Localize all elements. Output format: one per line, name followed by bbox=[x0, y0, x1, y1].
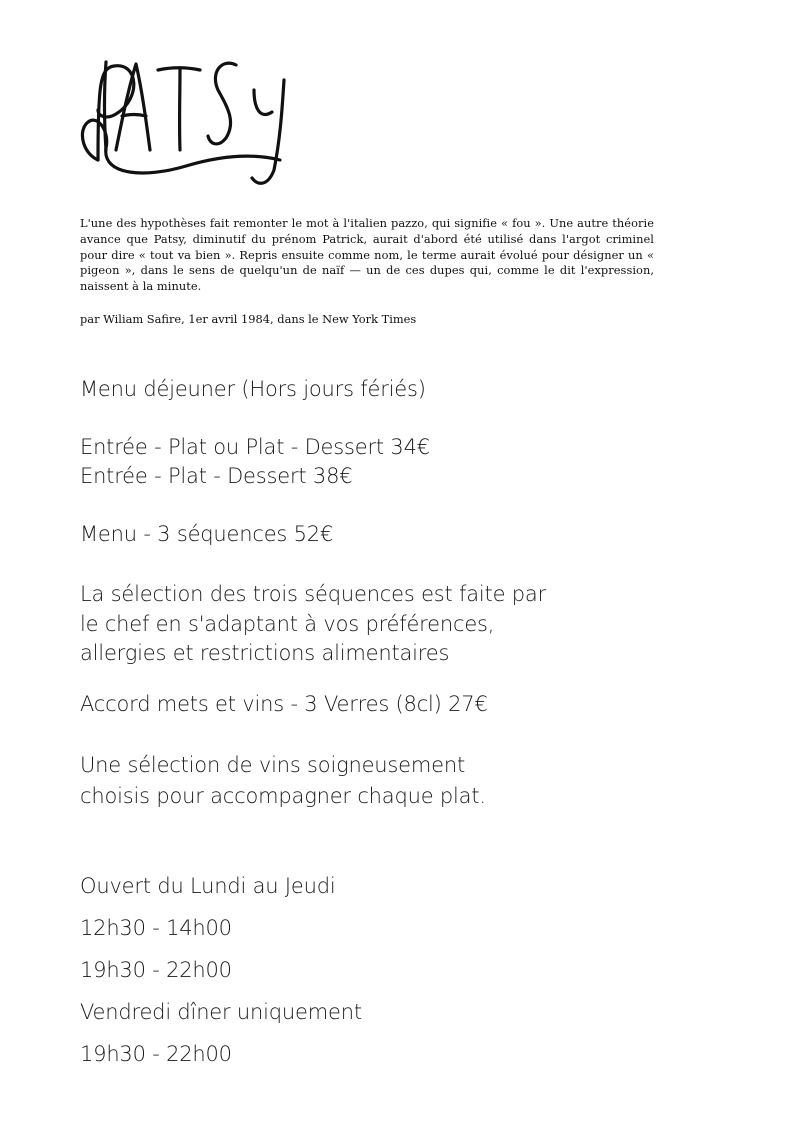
menu-description-line: La sélection des trois séquences est faite par bbox=[80, 582, 547, 606]
menu-description-line: allergies et restrictions alimentaires bbox=[80, 641, 450, 665]
pairing-description-line: choisis pour accompagner chaque plat. bbox=[80, 784, 486, 808]
hours-friday: Vendredi dîner uniquement bbox=[80, 1000, 362, 1024]
menu-heading: Menu déjeuner (Hors jours fériés) bbox=[80, 377, 426, 401]
pairing-description bbox=[80, 750, 486, 812]
menu-formula-1: Entrée - Plat ou Plat - Dessert 34€ bbox=[80, 435, 430, 459]
menu-sequences: Menu - 3 séquences 52€ bbox=[80, 522, 334, 546]
pairing-description-line: Une sélection de vins soigneusement bbox=[80, 753, 465, 777]
intro-credit: par Wiliam Safire, 1er avril 1984, dans le New York Times bbox=[80, 312, 417, 326]
menu-pairing: Accord mets et vins - 3 Verres (8cl) 27€ bbox=[80, 692, 488, 716]
menu-description-line: le chef en s'adaptant à vos préférences, bbox=[80, 611, 495, 636]
patsy-logo bbox=[76, 50, 296, 190]
hours-friday-dinner: 19h30 - 22h00 bbox=[80, 1042, 232, 1066]
hours-dinner: 19h30 - 22h00 bbox=[80, 958, 232, 982]
hours-days: Ouvert du Lundi au Jeudi bbox=[80, 874, 336, 898]
logo-text: PATSY bbox=[76, 50, 79, 51]
menu-formula-2: Entrée - Plat - Dessert 38€ bbox=[80, 464, 353, 488]
menu-description bbox=[80, 580, 546, 669]
hours-lunch: 12h30 - 14h00 bbox=[80, 916, 232, 940]
intro-paragraph: L'une des hypothèses fait remonter le mot à l'italien pazzo, qui signifie « fou ». Une autre théorie avance que Patsy, diminutif du prénom Patrick, aurait d'abord été utilisé dans l'argot criminel pour dire « tout va bien ». Repris ensuite comme nom, le terme aurait évolué pour désigner un « pigeon », dans le sens de quelqu'un de naïf — un de ces dupes qui, comme le dit l'expression, naissent à la minute. bbox=[80, 216, 654, 294]
